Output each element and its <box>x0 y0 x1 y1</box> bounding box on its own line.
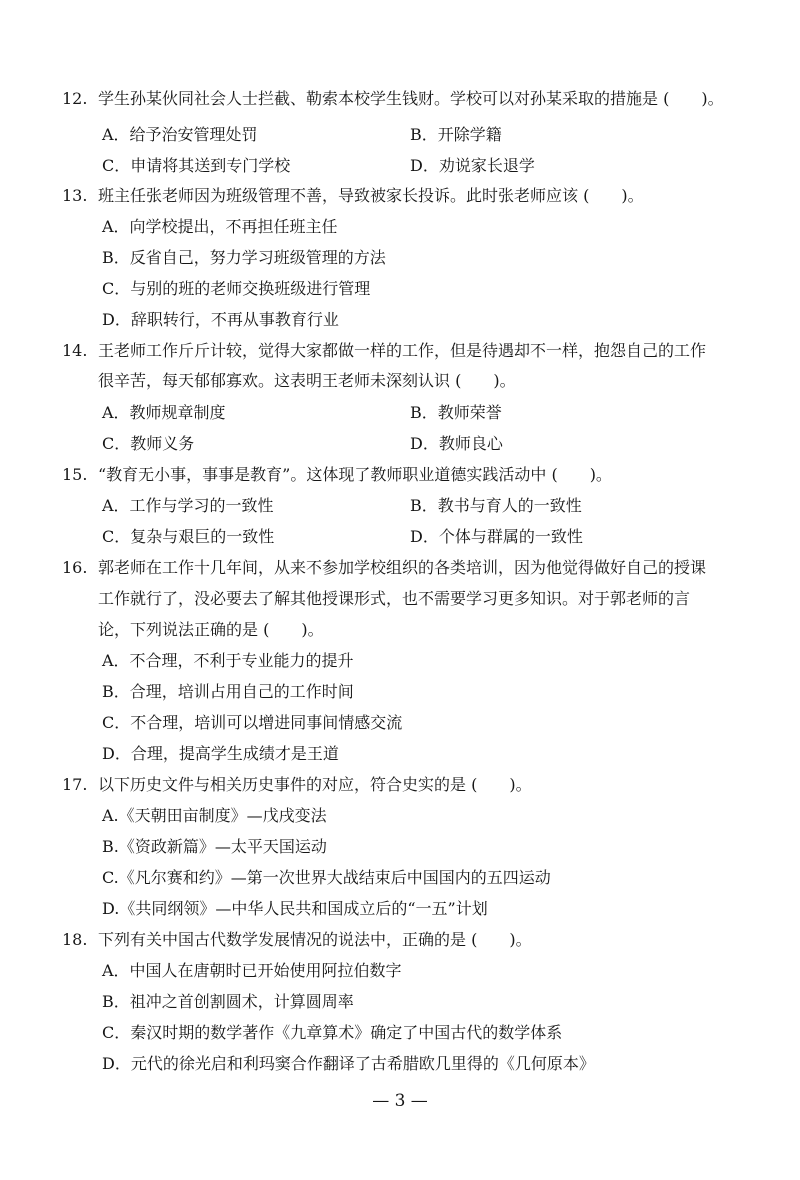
question-number: 18. <box>62 930 88 949</box>
question-16-stem <box>62 557 707 579</box>
question-17-option-c: C.《凡尔赛和约》—第一次世界大战结束后中国国内的五四运动 <box>102 868 551 887</box>
question-13-option-d: D．辞职转行，不再从事教育行业 <box>102 310 339 329</box>
question-14-option-d: D．教师良心 <box>410 434 503 453</box>
question-17-option-d: D.《共同纲领》—中华人民共和国成立后的“一五”计划 <box>102 899 488 918</box>
question-number: 16. <box>62 558 88 577</box>
question-15-option-a: A．工作与学习的一致性 <box>102 496 274 515</box>
question-15-option-b: B．教书与育人的一致性 <box>410 496 582 515</box>
question-13-option-b: B．反省自己，努力学习班级管理的方法 <box>102 248 386 267</box>
question-number: 17. <box>62 775 88 794</box>
question-16-option-b: B．合理，培训占用自己的工作时间 <box>102 682 354 701</box>
question-number: 13. <box>62 186 88 205</box>
question-17-stem <box>62 774 532 796</box>
question-number: 14. <box>62 341 88 360</box>
question-18-option-a: A．中国人在唐朝时已开始使用阿拉伯数字 <box>102 961 402 980</box>
question-14-option-b: B．教师荣誉 <box>410 403 502 422</box>
question-12-stem <box>62 88 724 110</box>
question-14-stem-continued: 很辛苦，每天郁郁寡欢。这表明王老师未深刻认识 ( )。 <box>98 371 516 390</box>
question-12-option-d: D．劝说家长退学 <box>410 156 535 175</box>
question-text: 以下历史文件与相关历史事件的对应，符合史实的是 ( )。 <box>98 775 532 794</box>
page-number: — 3 — <box>372 1091 428 1111</box>
question-16-option-d: D．合理，提高学生成绩才是王道 <box>102 744 339 763</box>
question-13-stem <box>62 185 644 207</box>
question-18-stem <box>62 929 532 951</box>
question-16-stem-continued: 论，下列说法正确的是 ( )。 <box>98 620 324 639</box>
question-number: 12. <box>62 89 88 108</box>
question-15-option-d: D．个体与群属的一致性 <box>410 527 583 546</box>
question-text: 班主任张老师因为班级管理不善，导致被家长投诉。此时张老师应该 ( )。 <box>98 186 644 205</box>
question-16-option-c: C．不合理，培训可以增进同事间情感交流 <box>102 713 403 732</box>
question-16-option-a: A．不合理，不利于专业能力的提升 <box>102 651 354 670</box>
question-17-option-b: B.《资政新篇》—太平天国运动 <box>102 837 327 856</box>
question-18-option-b: B．祖冲之首创割圆术，计算圆周率 <box>102 992 354 1011</box>
question-text: 学生孙某伙同社会人士拦截、勒索本校学生钱财。学校可以对孙某采取的措施是 ( )。 <box>98 89 724 108</box>
question-14-stem <box>62 340 707 362</box>
question-15-option-c: C．复杂与艰巨的一致性 <box>102 527 275 546</box>
question-13-option-c: C．与别的班的老师交换班级进行管理 <box>102 279 371 298</box>
question-text: 下列有关中国古代数学发展情况的说法中，正确的是 ( )。 <box>98 930 532 949</box>
question-12-option-c: C．申请将其送到专门学校 <box>102 156 291 175</box>
question-16-stem-continued: 工作就行了，没必要去了解其他授课形式，也不需要学习更多知识。对于郭老师的言 <box>98 589 691 608</box>
question-14-option-c: C．教师义务 <box>102 434 195 453</box>
question-18-option-c: C．秦汉时期的数学著作《九章算术》确定了中国古代的数学体系 <box>102 1023 563 1042</box>
question-12-option-a: A．给予治安管理处罚 <box>102 125 258 144</box>
question-number: 15. <box>62 465 88 484</box>
question-text: “教育无小事，事事是教育”。这体现了教师职业道德实践活动中 ( )。 <box>98 465 612 484</box>
question-15-stem <box>62 464 612 486</box>
question-13-option-a: A．向学校提出，不再担任班主任 <box>102 217 338 236</box>
question-17-option-a: A.《天朝田亩制度》—戊戌变法 <box>102 806 327 825</box>
question-14-option-a: A．教师规章制度 <box>102 403 226 422</box>
question-18-option-d: D．元代的徐光启和利玛窦合作翻译了古希腊欧几里得的《几何原本》 <box>102 1054 595 1073</box>
question-text: 王老师工作斤斤计较，觉得大家都做一样的工作，但是待遇却不一样，抱怨自己的工作 <box>98 341 707 360</box>
question-text: 郭老师在工作十几年间，从来不参加学校组织的各类培训，因为他觉得做好自己的授课 <box>98 558 707 577</box>
question-12-option-b: B．开除学籍 <box>410 125 502 144</box>
